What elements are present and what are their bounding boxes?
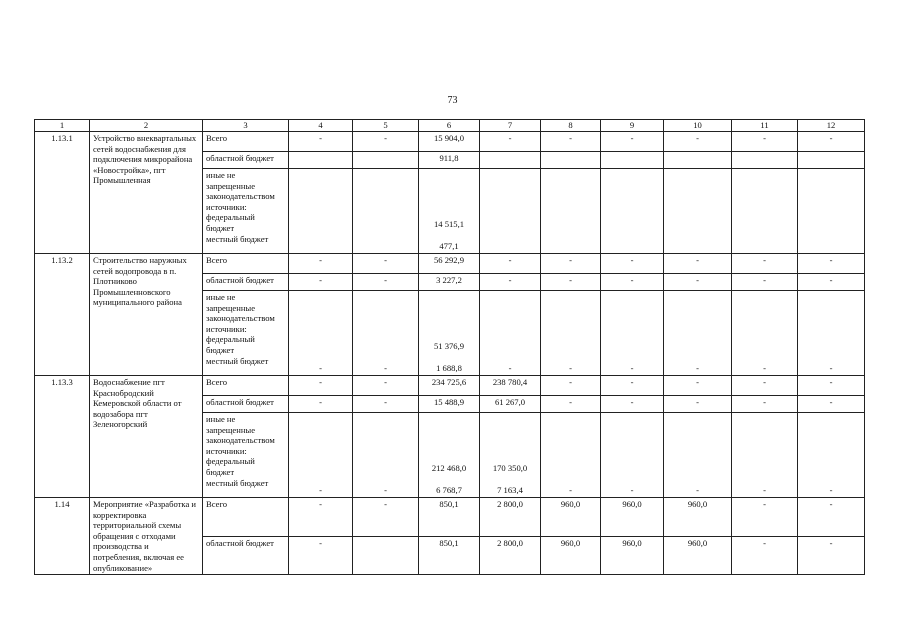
funding-source-other — [203, 169, 289, 254]
value-cell — [732, 291, 798, 376]
local-value: - — [763, 363, 766, 373]
federal-value — [801, 341, 861, 352]
federal-value — [483, 219, 537, 230]
value-cell — [601, 413, 664, 498]
local-budget-label: местный бюджет — [206, 355, 269, 366]
header-row — [35, 120, 865, 132]
local-value: - — [384, 485, 387, 495]
local-value: 7 163,4 — [497, 485, 523, 495]
header-cell: 4 — [289, 120, 353, 132]
measure-id: 1.13.1 — [35, 132, 90, 254]
header-cell: 5 — [353, 120, 419, 132]
value-cell — [541, 152, 601, 169]
funding-source: Всего — [203, 498, 289, 537]
value-cell: - — [353, 396, 419, 413]
federal-value — [544, 219, 597, 230]
value-cell: - — [480, 274, 541, 291]
federal-value: 51 376,9 — [433, 341, 465, 351]
local-value — [544, 241, 597, 252]
value-cell: 850,1 — [419, 536, 480, 575]
federal-value — [667, 341, 728, 352]
value-cell — [732, 152, 798, 169]
budget-table — [34, 119, 865, 575]
value-cell — [289, 169, 353, 254]
value-cell: - — [798, 396, 865, 413]
value-cell: - — [732, 254, 798, 274]
local-value: - — [696, 363, 699, 373]
table-row — [35, 376, 865, 396]
value-cell: - — [480, 254, 541, 274]
federal-value — [735, 219, 794, 230]
value-cell — [601, 169, 664, 254]
header-cell: 12 — [798, 120, 865, 132]
funding-source-label: иные не запрещенные законодательством источники: — [206, 292, 275, 334]
measure-id: 1.13.2 — [35, 254, 90, 376]
value-cell — [480, 169, 541, 254]
federal-value — [483, 341, 537, 352]
federal-value — [735, 463, 794, 474]
local-value — [483, 241, 537, 252]
value-cell: - — [541, 274, 601, 291]
funding-source: областной бюджет — [203, 396, 289, 413]
value-cell — [664, 152, 732, 169]
federal-budget-label: федеральный бюджет — [206, 212, 255, 233]
federal-value — [544, 463, 597, 474]
federal-value — [356, 463, 415, 474]
value-cell: - — [289, 498, 353, 537]
value-cell — [353, 152, 419, 169]
value-cell: 911,8 — [419, 152, 480, 169]
measure-name: Мероприятие «Разработка и корректировка территориальной схемы обращения с отходами производства и потребления, включая ее опубликование» — [90, 498, 203, 575]
value-cell: - — [541, 376, 601, 396]
value-cell: - — [664, 376, 732, 396]
local-value — [292, 241, 349, 252]
federal-value — [801, 463, 861, 474]
federal-budget-label: федеральный бюджет — [206, 456, 255, 477]
local-value — [735, 241, 794, 252]
local-value: - — [384, 363, 387, 373]
federal-value — [356, 341, 415, 352]
local-value: - — [569, 363, 572, 373]
value-cell: - — [289, 274, 353, 291]
value-cell — [798, 169, 865, 254]
value-cell: 960,0 — [601, 498, 664, 537]
table-row — [35, 254, 865, 274]
value-cell — [353, 169, 419, 254]
value-cell — [541, 291, 601, 376]
value-cell: - — [353, 498, 419, 537]
federal-value: 170 350,0 — [492, 463, 528, 473]
value-cell — [353, 536, 419, 575]
page-number: 73 — [447, 95, 458, 106]
federal-value — [801, 219, 861, 230]
local-value: 1 688,8 — [436, 363, 462, 373]
value-cell — [541, 169, 601, 254]
federal-value — [604, 463, 660, 474]
value-cell: - — [601, 274, 664, 291]
measure-name: Строительство наружных сетей водопровода в п. Плотниково Промышленновского муниципального района — [90, 254, 203, 376]
federal-budget-label: федеральный бюджет — [206, 334, 255, 355]
value-cell: - — [289, 396, 353, 413]
federal-value — [604, 219, 660, 230]
value-cell — [353, 291, 419, 376]
funding-source: Всего — [203, 254, 289, 274]
local-value: - — [319, 485, 322, 495]
federal-value — [292, 341, 349, 352]
value-cell: - — [798, 498, 865, 537]
header-cell: 10 — [664, 120, 732, 132]
value-cell — [289, 413, 353, 498]
funding-source-label: иные не запрещенные законодательством источники: — [206, 170, 275, 212]
value-cell — [419, 291, 480, 376]
federal-value — [667, 463, 728, 474]
value-cell: - — [289, 536, 353, 575]
value-cell: - — [732, 396, 798, 413]
value-cell — [419, 413, 480, 498]
value-cell: 234 725,6 — [419, 376, 480, 396]
value-cell — [480, 291, 541, 376]
table-row — [35, 498, 865, 537]
funding-source: Всего — [203, 132, 289, 152]
local-value: - — [763, 485, 766, 495]
value-cell: 3 227,2 — [419, 274, 480, 291]
header-cell: 6 — [419, 120, 480, 132]
local-value: - — [829, 363, 833, 373]
value-cell: - — [353, 132, 419, 152]
funding-source-label: иные не запрещенные законодательством источники: — [206, 414, 275, 456]
value-cell: - — [541, 396, 601, 413]
local-value: - — [630, 363, 634, 373]
federal-value: 14 515,1 — [433, 219, 465, 229]
value-cell — [732, 413, 798, 498]
local-value: - — [696, 485, 699, 495]
header-cell: 8 — [541, 120, 601, 132]
value-cell: - — [541, 254, 601, 274]
value-cell: 61 267,0 — [480, 396, 541, 413]
value-cell: 960,0 — [664, 536, 732, 575]
header-cell: 2 — [90, 120, 203, 132]
federal-value — [356, 219, 415, 230]
local-value: - — [630, 485, 634, 495]
local-value — [801, 241, 861, 252]
value-cell: 238 780,4 — [480, 376, 541, 396]
value-cell — [353, 413, 419, 498]
value-cell: - — [664, 274, 732, 291]
value-cell: 15 488,9 — [419, 396, 480, 413]
federal-value: 212 468,0 — [431, 463, 467, 473]
value-cell — [289, 291, 353, 376]
measure-name: Устройство внеквартальных сетей водоснабжения для подключения микрорайона «Новостройка», пгт Промышленная — [90, 132, 203, 254]
value-cell — [541, 413, 601, 498]
value-cell — [798, 413, 865, 498]
header-cell: 1 — [35, 120, 90, 132]
value-cell: - — [664, 132, 732, 152]
value-cell — [664, 169, 732, 254]
value-cell: - — [732, 498, 798, 537]
value-cell: - — [732, 536, 798, 575]
local-value: 6 768,7 — [436, 485, 462, 495]
local-budget-label: местный бюджет — [206, 233, 269, 244]
value-cell: - — [664, 254, 732, 274]
value-cell — [664, 291, 732, 376]
local-value: - — [829, 485, 833, 495]
value-cell — [601, 291, 664, 376]
local-value — [356, 241, 415, 252]
table-row — [35, 132, 865, 152]
funding-source-other — [203, 291, 289, 376]
value-cell — [732, 169, 798, 254]
value-cell: 15 904,0 — [419, 132, 480, 152]
value-cell: 960,0 — [541, 498, 601, 537]
value-cell — [480, 413, 541, 498]
value-cell — [480, 152, 541, 169]
value-cell: - — [601, 396, 664, 413]
federal-value — [667, 219, 728, 230]
value-cell — [798, 152, 865, 169]
value-cell — [419, 169, 480, 254]
measure-id: 1.14 — [35, 498, 90, 575]
value-cell: 2 800,0 — [480, 536, 541, 575]
header-cell: 7 — [480, 120, 541, 132]
federal-value — [735, 341, 794, 352]
value-cell: - — [732, 376, 798, 396]
value-cell: - — [601, 376, 664, 396]
value-cell: - — [601, 254, 664, 274]
value-cell — [601, 152, 664, 169]
header-cell: 11 — [732, 120, 798, 132]
value-cell: - — [732, 132, 798, 152]
value-cell — [289, 152, 353, 169]
measure-name: Водоснабжение пгт Краснобродский Кемеровской области от водозабора пгт Зеленогорский — [90, 376, 203, 498]
local-budget-label: местный бюджет — [206, 477, 269, 488]
value-cell: 56 292,9 — [419, 254, 480, 274]
local-value: - — [508, 363, 512, 373]
funding-source-other — [203, 413, 289, 498]
value-cell: - — [798, 254, 865, 274]
value-cell: - — [289, 132, 353, 152]
federal-value — [292, 463, 349, 474]
local-value — [667, 241, 728, 252]
funding-source: областной бюджет — [203, 536, 289, 575]
value-cell: - — [353, 254, 419, 274]
federal-value — [292, 219, 349, 230]
value-cell: - — [798, 376, 865, 396]
value-cell — [664, 413, 732, 498]
federal-value — [544, 341, 597, 352]
value-cell — [798, 291, 865, 376]
value-cell: - — [353, 376, 419, 396]
value-cell: 850,1 — [419, 498, 480, 537]
header-cell: 3 — [203, 120, 289, 132]
funding-source: областной бюджет — [203, 274, 289, 291]
local-value: 477,1 — [439, 241, 459, 251]
value-cell: 2 800,0 — [480, 498, 541, 537]
value-cell: 960,0 — [601, 536, 664, 575]
value-cell: - — [798, 536, 865, 575]
funding-source: областной бюджет — [203, 152, 289, 169]
value-cell: - — [353, 274, 419, 291]
value-cell: - — [480, 132, 541, 152]
local-value: - — [319, 363, 322, 373]
federal-value — [604, 341, 660, 352]
local-value: - — [569, 485, 572, 495]
funding-source: Всего — [203, 376, 289, 396]
measure-id: 1.13.3 — [35, 376, 90, 498]
value-cell: - — [732, 274, 798, 291]
header-cell: 9 — [601, 120, 664, 132]
value-cell: - — [798, 132, 865, 152]
value-cell: - — [798, 274, 865, 291]
value-cell: - — [664, 396, 732, 413]
value-cell: - — [289, 376, 353, 396]
value-cell: - — [541, 132, 601, 152]
local-value — [604, 241, 660, 252]
value-cell: 960,0 — [541, 536, 601, 575]
value-cell: - — [601, 132, 664, 152]
value-cell: - — [289, 254, 353, 274]
value-cell: 960,0 — [664, 498, 732, 537]
